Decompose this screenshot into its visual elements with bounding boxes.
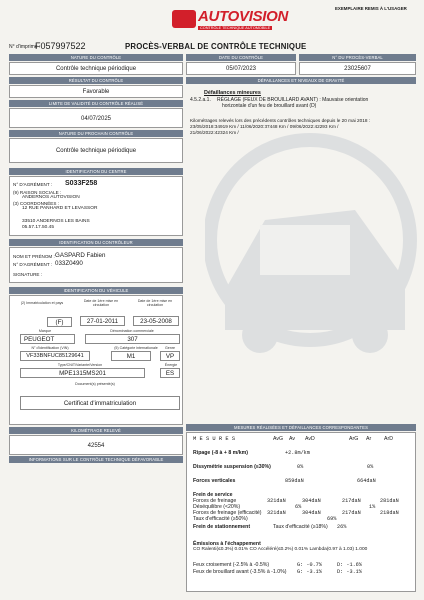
- logo-badge-icon: [172, 10, 196, 28]
- brouil-g: G: -3.1%: [297, 569, 322, 575]
- mileage-value: 42554: [9, 435, 183, 455]
- vehicle-vin: VF33BNFUC85129641: [20, 351, 90, 361]
- section-deadline: LIMITE DE VALIDITÉ DU CONTRÔLE RÉALISÉ: [9, 100, 183, 107]
- fr4-value: 69%: [327, 516, 337, 522]
- section-defects: DÉFAILLANCES ET NIVEAUX DE GRAVITÉ: [186, 77, 416, 84]
- forces-ar: 664daN: [357, 478, 376, 484]
- section-pv: N° DU PROCÈS-VERBAL: [299, 54, 416, 61]
- defects-panel: [186, 85, 416, 155]
- emis-label: Émissions à l'échappement: [193, 541, 261, 547]
- brand-logo: [172, 6, 289, 36]
- vehicle-country: (F): [47, 317, 72, 327]
- fr5-label: Frein de stationnement: [193, 524, 251, 530]
- center-rs-value: ANDERNOS AUTOVISION: [22, 195, 80, 200]
- vehicle-date-first: 27-01-2011: [80, 316, 125, 326]
- vehicle-document: Certificat d'immatriculation: [20, 396, 180, 410]
- ripage-label: Ripage (-8 à + 8 m/km): [193, 450, 248, 456]
- col-arg: ArG: [349, 436, 359, 442]
- deadline-value: 04/07/2025: [9, 108, 183, 128]
- section-periodic: INFORMATIONS SUR LE CONTRÔLE TECHNIQUE DÉFAVORABLE: [9, 456, 183, 463]
- col-ard: ArD: [384, 436, 393, 442]
- vehicle-panel: [9, 295, 183, 425]
- print-number-value: F057997522: [35, 41, 86, 51]
- fr2-ar: 1%: [369, 504, 376, 510]
- forces-label: Forces verticales: [193, 478, 236, 484]
- label-immat: (2) Immatriculation et pays: [20, 301, 64, 305]
- label-type: Type/CNIT/Variante/Version: [57, 363, 103, 367]
- center-phone: 05.57.17.50.45: [22, 225, 55, 230]
- col-avg: AvG: [273, 436, 283, 442]
- center-panel: [9, 176, 183, 236]
- fr1-avg: 321daN: [267, 498, 286, 504]
- center-rs-label: (9) RAISON SOCIALE :: [13, 190, 62, 195]
- section-center: IDENTIFICATION DU CENTRE: [9, 168, 183, 175]
- label-genre: Genre: [165, 346, 175, 350]
- col-avd: AvD: [305, 436, 315, 442]
- center-coord-label: (3) COORDONNÉES :: [13, 201, 59, 206]
- section-mileage: KILOMÉTRAGE RELEVÉ: [9, 427, 183, 434]
- brand-tagline: CONTRÔLE TECHNIQUE AUTOMOBILE: [200, 26, 271, 30]
- vehicle-marque: PEUGEOT: [20, 334, 75, 344]
- section-nature: NATURE DU CONTRÔLE: [9, 54, 183, 61]
- fr3-label: Forces de freinage (efficacité): [193, 510, 262, 516]
- controller-name-label: NOM ET PRÉNOM :: [13, 254, 55, 259]
- section-date: DATE DU CONTRÔLE: [186, 54, 296, 61]
- fr3-arg: 217daN: [342, 510, 361, 516]
- date-value: 05/07/2023: [186, 62, 296, 75]
- section-next: NATURE DU PROCHAIN CONTRÔLE: [9, 130, 183, 137]
- section-controller: IDENTIFICATION DU CONTRÔLEUR: [9, 239, 183, 246]
- fr1-label: Forces de freinage: [193, 498, 237, 504]
- controller-agr-value: 033Z0490: [55, 260, 83, 267]
- section-vehicle: IDENTIFICATION DU VÉHICULE: [9, 287, 183, 294]
- print-number-label: N° d'imprimé :: [9, 44, 41, 50]
- fr3-ard: 218daN: [380, 510, 399, 516]
- defect-code: 4.5.2.a.1.: [190, 97, 211, 103]
- croise-g: G: -0.7%: [297, 562, 322, 568]
- label-vin: N° d'identification (VIN): [31, 346, 69, 350]
- fr5-value: 26%: [337, 524, 347, 530]
- km-history-3: 21/06/2022:42324 Km /: [190, 130, 239, 135]
- center-address-1: 12 RUE PANHARD ET LEVASSOR: [22, 206, 98, 211]
- label-category: (5) Catégorie internationale: [114, 346, 158, 350]
- fr1-avd: 304daN: [302, 498, 321, 504]
- defect-text-2: horizontale d'un feu de brouillard avant (D): [222, 103, 317, 109]
- fr1-arg: 217daN: [342, 498, 361, 504]
- controller-signature-label: SIGNATURE :: [13, 272, 43, 277]
- km-history-1: Kilométrages relevés lors des précédents contrôles techniques depuis le 20 mai 2018 :: [190, 118, 371, 123]
- section-result: RÉSULTAT DU CONTRÔLE: [9, 77, 183, 84]
- col-ar: Ar: [366, 436, 372, 442]
- doc-title: PROCÈS-VERBAL DE CONTRÔLE TECHNIQUE: [125, 42, 307, 51]
- brouil-label: Feux de brouillard avant (-3.5% à -1.0%): [193, 569, 287, 575]
- vehicle-category: M1: [111, 351, 151, 361]
- ripage-value: +2.8m/km: [285, 450, 310, 456]
- km-history-2: 23/05/2018:34919 Km / 11/06/2020:37448 Km / 09/06/2022:42293 Km /: [190, 124, 339, 129]
- disym-av: 0%: [297, 464, 304, 470]
- fr3-avd: 304daN: [302, 510, 321, 516]
- label-marque: Marque: [38, 329, 52, 333]
- disym-label: Dissymétrie suspension (≤30%): [193, 464, 271, 470]
- croise-label: Feux croisement (-2.5% à -0.5%): [193, 562, 270, 568]
- copy-label: EXEMPLAIRE REMIS À L'USAGER: [335, 6, 407, 11]
- fr4-label: Taux d'efficacité (≥50%): [193, 516, 248, 522]
- brand-name: AUTOVISION: [198, 8, 289, 25]
- col-av: Av: [289, 436, 295, 442]
- forces-av: 859daN: [285, 478, 304, 484]
- emis-line: CO Ralenti(≤0.3%) 0.01% CO Accéléré(≤0.2%) 0.01% Lambda(0.97 à 1.03) 1.000: [193, 547, 368, 552]
- section-measures: MESURES RÉALISÉES ET DÉFAILLANCES CORRESPONDANTES: [186, 424, 416, 431]
- fr1-ard: 281daN: [380, 498, 399, 504]
- controller-panel: [9, 247, 183, 283]
- label-date-2: Date de 1ère mise en circulation: [137, 299, 173, 307]
- defect-text-1: RÉGLAGE (FEUX DE BROUILLARD AVANT) : Mauvaise orientation: [217, 97, 369, 103]
- center-agr-value: S033F258: [65, 180, 98, 187]
- result-value: Favorable: [9, 85, 183, 98]
- frein-label: Frein de service: [193, 492, 233, 498]
- vehicle-energie: ES: [160, 368, 180, 378]
- vehicle-denom: 307: [85, 334, 180, 344]
- controller-name-value: GASPARD Fabien: [55, 252, 106, 259]
- vehicle-type: MPE1315MS201: [20, 368, 145, 378]
- brouil-d: D: -3.1%: [337, 569, 362, 575]
- label-energie: Énergie: [164, 363, 178, 367]
- fr3-avg: 321daN: [267, 510, 286, 516]
- center-address-2: 33510 ANDERNOS LES BAINS: [22, 219, 90, 224]
- controller-agr-label: N° D'AGRÉMENT :: [13, 262, 53, 267]
- nature-value: Contrôle technique périodique: [9, 62, 183, 75]
- fr5-label-2: Taux d'efficacité (≥18%): [273, 524, 328, 530]
- next-value: Contrôle technique périodique: [9, 138, 183, 163]
- vehicle-date-second: 23-05-2008: [133, 316, 179, 326]
- measures-title: M E S U R E S: [193, 436, 236, 442]
- fr2-label: Déséquilibre (<20%): [193, 504, 241, 510]
- label-documents: Document(s) présenté(s): [75, 382, 115, 386]
- defects-heading: Défaillances mineures: [204, 90, 261, 96]
- disym-ar: 0%: [367, 464, 374, 470]
- label-denom: Dénomination commerciale: [110, 329, 154, 333]
- measures-panel: [186, 432, 416, 592]
- label-date-1: Date de 1ère mise en circulation: [83, 299, 119, 307]
- center-agr-label: N° D'AGRÉMENT :: [13, 182, 53, 187]
- croise-d: D: -1.6%: [337, 562, 362, 568]
- fr2-av: 6%: [295, 504, 302, 510]
- vehicle-genre: VP: [160, 351, 180, 361]
- pv-value: 23025607: [299, 62, 416, 75]
